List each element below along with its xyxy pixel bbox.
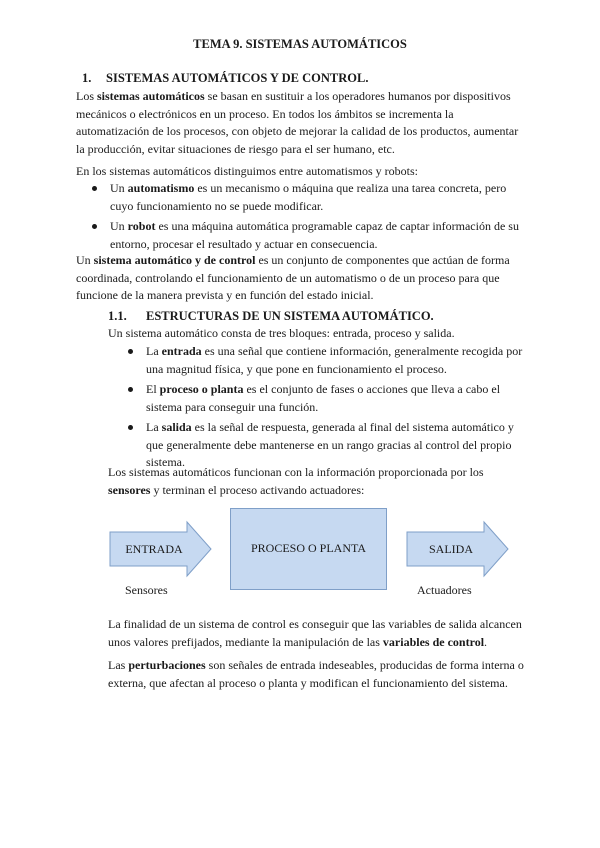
- list-item: [92, 218, 526, 253]
- input-arrow-label: ENTRADA: [125, 542, 183, 556]
- bold-term: sensores: [108, 482, 151, 497]
- text-run: La: [146, 420, 162, 434]
- text-run: Un: [110, 181, 128, 195]
- bold-term: automatismo: [127, 181, 195, 195]
- paragraph-tres-bloques: Un sistema automático consta de tres bloques: entrada, proceso y salida.: [108, 326, 455, 340]
- text-run: Un: [110, 219, 128, 233]
- section-1-number: 1.: [82, 71, 92, 85]
- section-1-1-heading-text: ESTRUCTURAS DE UN SISTEMA AUTOMÁTICO.: [146, 309, 434, 323]
- text-run: es una máquina automática programable capaz de captar información de su entorno, procesar el resultado y actuar en consecuencia.: [110, 219, 519, 251]
- section-1-heading-text: SISTEMAS AUTOMÁTICOS Y DE CONTROL.: [106, 71, 369, 85]
- list-item: [128, 381, 526, 416]
- bold-term: entrada: [161, 344, 202, 358]
- bold-term: robot: [127, 219, 156, 233]
- bold-term: sistemas automáticos: [97, 89, 205, 103]
- text-run: es la señal de respuesta, generada al final del sistema automático y que generalmente debe mantenerse en un rango gracias al control del propio sistema.: [146, 420, 514, 469]
- paragraph-distinguimos: En los sistemas automáticos distinguimos entre automatismos y robots:: [76, 164, 418, 178]
- text-run: Un: [76, 253, 94, 267]
- bold-term: sistema automático y de control: [93, 253, 256, 267]
- text-run: Los sistemas automáticos funcionan con la información proporcionada por los: [108, 465, 484, 479]
- bullet-icon: [128, 425, 133, 430]
- text-run: es un mecanismo o máquina que realiza una tarea concreta, pero cuyo funcionamiento no se puede modificar.: [110, 181, 507, 213]
- text-run: es el conjunto de fases o acciones que lleva a cabo el sistema para conseguir una función.: [146, 382, 501, 414]
- bullet-icon: [92, 186, 97, 191]
- actuators-label: Actuadores: [417, 583, 472, 597]
- section-1-1-number: 1.1.: [108, 309, 127, 323]
- text-run: Los: [76, 89, 97, 103]
- text-run: El: [146, 382, 160, 396]
- bullet-list-bloques: [128, 343, 526, 475]
- section-1-heading: [82, 70, 368, 88]
- text-run: es un conjunto de componentes que actúan de forma coordinada, controlando el funcionamiento de un automatismo o de un proceso para que funcione de la manera prevista y en función del estado inicial.: [76, 253, 510, 302]
- paragraph-sistemas-automaticos: [76, 88, 526, 158]
- paragraph-sensores: [108, 464, 528, 499]
- list-item: [92, 180, 526, 215]
- text-run: La: [146, 344, 162, 358]
- text-run: Las: [108, 658, 129, 672]
- bullet-icon: [128, 349, 133, 354]
- text-run: La finalidad de un sistema de control es conseguir que las variables de salida alcancen unos valores prefijados, mediante la manipulación de las: [108, 617, 522, 649]
- process-box-label: PROCESO O PLANTA: [250, 541, 367, 556]
- text-run: .: [484, 634, 488, 649]
- output-arrow-label: SALIDA: [429, 542, 473, 556]
- section-1-1-heading: [108, 308, 434, 326]
- text-run: es una señal que contiene información, generalmente recogida por una magnitud física, y que pone en funcionamiento el proceso.: [146, 344, 523, 376]
- process-box: [230, 508, 387, 590]
- sensors-label: Sensores: [125, 583, 168, 597]
- bold-term: variables de control: [382, 634, 485, 649]
- text-run: y terminan el proceso activando actuadores:: [150, 482, 365, 497]
- paragraph-finalidad: [108, 616, 528, 651]
- document-title: TEMA 9. SISTEMAS AUTOMÁTICOS: [193, 37, 407, 51]
- bold-term: perturbaciones: [128, 658, 206, 672]
- bold-term: proceso o planta: [159, 382, 244, 396]
- paragraph-perturbaciones: [108, 657, 528, 692]
- bold-term: salida: [161, 420, 192, 434]
- bullet-icon: [92, 224, 97, 229]
- text-run: son señales de entrada indeseables, producidas de forma interna o externa, que afectan al proceso o planta y modifican el funcionamiento del sistema.: [108, 658, 524, 690]
- list-item: [128, 343, 526, 378]
- bullet-icon: [128, 387, 133, 392]
- block-diagram: [100, 500, 520, 610]
- text-run: se basan en sustituir a los operadores humanos por dispositivos mecánicos o electrónicos en un proceso. En todos los ámbitos se incrementa la automatización de los procesos, con objeto de mejorar la calidad de los productos, aumentar la producción, evitar situaciones de riesgo para el ser humano, etc.: [76, 89, 519, 156]
- paragraph-sistema-control: [76, 252, 526, 305]
- bullet-list-automatismos: [92, 180, 526, 256]
